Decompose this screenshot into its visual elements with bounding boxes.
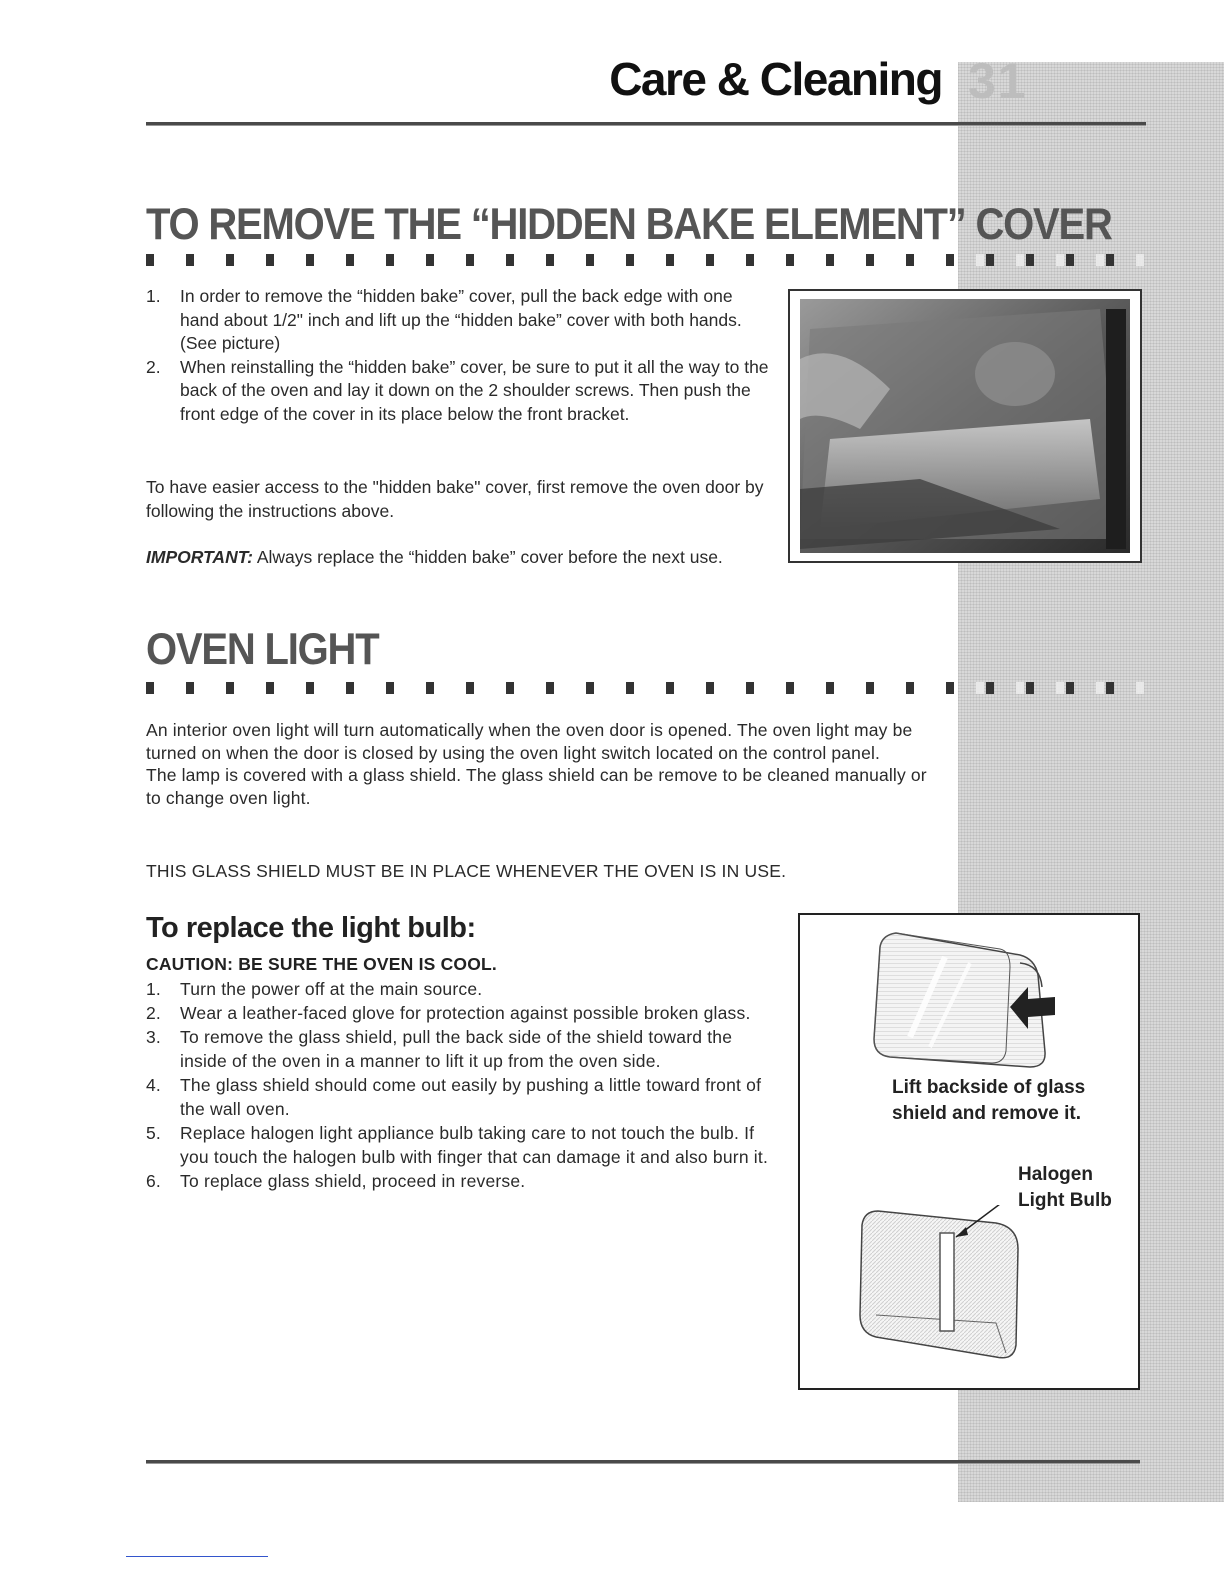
list-item [146, 285, 771, 356]
oven-light-intro-1: An interior oven light will turn automatically when the oven door is opened. The oven light may be turned on when the door is closed by using the oven light switch located on the control panel. [146, 720, 913, 763]
step-text: When reinstalling the “hidden bake” cover, be sure to put it all the way to the back of the oven and lay it down on the 2 shoulder screws. Then push the front edge of the cover in its place below the front bracket. [180, 356, 769, 424]
list-item [146, 1025, 778, 1073]
oven-cavity-photo-icon [800, 299, 1130, 553]
caution-note: CAUTION: BE SURE THE OVEN IS COOL. [146, 954, 497, 974]
replace-bulb-heading: To replace the light bulb: [146, 912, 476, 944]
step-number: 2. [146, 356, 161, 377]
light-bulb-figure [798, 913, 1140, 1390]
glass-shield-warning: THIS GLASS SHIELD MUST BE IN PLACE WHENEVER THE OVEN IS IN USE. [146, 861, 787, 881]
replace-bulb-steps [146, 977, 778, 1193]
list-item [146, 1121, 778, 1169]
step-number: 4. [146, 1075, 161, 1095]
header-rule [146, 122, 1146, 126]
step-number: 3. [146, 1027, 161, 1047]
step-number: 2. [146, 1003, 161, 1023]
step-text: Turn the power off at the main source. [180, 979, 483, 999]
step-text: Replace halogen light appliance bulb taking care to not touch the bulb. If you touch the halogen bulb with finger that can damage it and also burn it. [180, 1123, 769, 1167]
step-number: 1. [146, 979, 161, 999]
section-divider-dots [146, 682, 1146, 694]
list-item [146, 1169, 778, 1193]
section-divider-dots [146, 254, 1146, 266]
step-text: Wear a leather-faced glove for protection against possible broken glass. [180, 1003, 751, 1023]
list-item [146, 356, 771, 427]
page-number: 31 [968, 53, 1028, 109]
list-item [146, 1073, 778, 1121]
step-text: The glass shield should come out easily by pushing a little toward front of the wall oven. [180, 1075, 762, 1119]
hidden-bake-heading: TO REMOVE THE “HIDDEN BAKE ELEMENT” COVER [146, 200, 1112, 250]
step-text: To remove the glass shield, pull the back side of the shield toward the inside of the oven in a manner to lift it up from the oven side. [180, 1027, 733, 1071]
footer-rule [146, 1460, 1140, 1464]
halogen-bulb-caption: Halogen Light Bulb [1018, 1164, 1112, 1211]
link-underline-stub [126, 1556, 268, 1557]
list-item [146, 977, 778, 1001]
step-number: 5. [146, 1123, 161, 1143]
oven-light-intro-2: The lamp is covered with a glass shield. The glass shield can be remove to be cleaned manually or to change oven light. [146, 765, 927, 808]
step-number: 6. [146, 1171, 161, 1191]
halogen-bulb-icon [856, 1205, 1036, 1365]
step-number: 1. [146, 286, 161, 306]
access-note: To have easier access to the "hidden bake" cover, first remove the oven door by following the instructions above. [146, 477, 764, 521]
important-text: Always replace the “hidden bake” cover before the next use. [252, 547, 723, 567]
glass-shield-icon [870, 927, 1060, 1077]
oven-light-intro [146, 719, 946, 809]
hidden-bake-photo [788, 289, 1142, 563]
important-label: IMPORTANT: [146, 547, 253, 567]
list-item [146, 1001, 778, 1025]
hidden-bake-steps [146, 285, 771, 426]
important-note [146, 546, 766, 570]
page-title: Care & Cleaning [609, 53, 942, 105]
step-text: In order to remove the “hidden bake” cover, pull the back edge with one hand about 1/2" inch and lift up the “hidden bake” cover with both hands. (See picture) [180, 286, 742, 353]
glass-shield-caption: Lift backside of glass shield and remove it. [892, 1077, 1086, 1124]
oven-light-heading: OVEN LIGHT [146, 625, 379, 675]
step-text: To replace glass shield, proceed in reverse. [180, 1171, 526, 1191]
